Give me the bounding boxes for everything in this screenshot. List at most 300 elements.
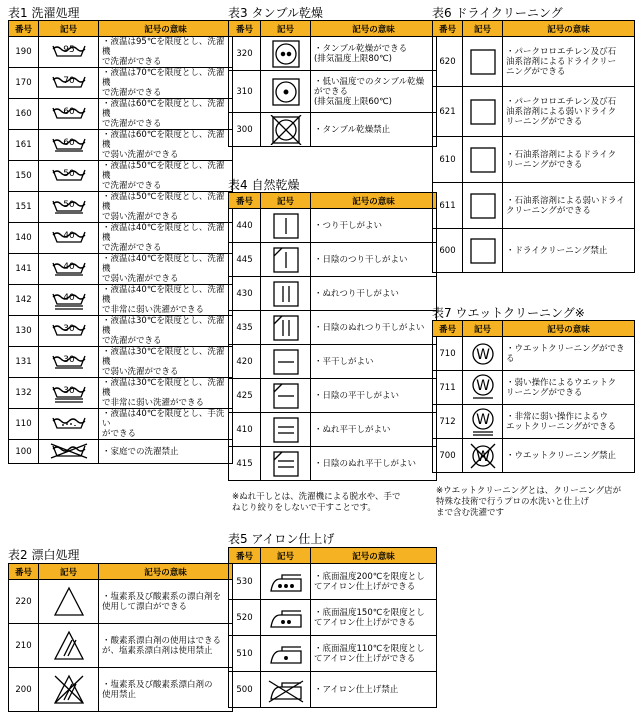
- table-row: [433, 137, 635, 183]
- meaning-line: ・石油系溶剤による弱いドライ: [506, 195, 625, 206]
- meaning-line: で弱い洗濯ができる: [102, 367, 179, 377]
- meaning-line: リーニングができる: [506, 387, 583, 398]
- meaning-line: ・日陰の平干しがよい: [314, 390, 400, 401]
- table-title: 表4 自然乾燥: [228, 178, 300, 192]
- code-number: 151: [9, 192, 39, 223]
- wet-flat-dry-icon: [264, 415, 308, 445]
- symbol-cell: [261, 113, 311, 147]
- meaning-line: 使用して漂白ができる: [102, 601, 188, 612]
- washtub-60-icon: [42, 104, 96, 124]
- care-symbol-table: [228, 20, 437, 147]
- meaning-cell: [311, 672, 437, 708]
- header-meaning: 記号の意味: [99, 564, 233, 580]
- table-header-row: [229, 548, 437, 564]
- code-number: 445: [229, 243, 261, 277]
- washtub-60-gentle-icon: [42, 135, 96, 155]
- svg-text:40: 40: [62, 293, 75, 303]
- meaning-line: リーニングができる: [506, 159, 583, 170]
- symbol-cell: [39, 440, 99, 464]
- table-title: 表7 ウエットクリーニング※: [432, 306, 585, 320]
- wet-clean-very-gentle-icon: [466, 407, 500, 437]
- footnote-line: まで含む洗濯です: [436, 508, 505, 518]
- meaning-line: (排気温度上限80℃): [314, 53, 392, 64]
- symbol-cell: [39, 624, 99, 668]
- meaning-cell: [311, 209, 437, 243]
- table-row: [9, 223, 233, 254]
- symbol-cell: [39, 254, 99, 285]
- code-number: 210: [9, 624, 39, 668]
- meaning-line: ・ウエットクリーニングができ: [506, 343, 625, 354]
- washtub-40-very-gentle-icon: [42, 290, 96, 310]
- meaning-cell: [99, 316, 233, 347]
- dry-clean-p-gentle-icon: [466, 92, 500, 132]
- table-row: [9, 624, 233, 668]
- meaning-cell: [99, 130, 233, 161]
- meaning-line: ・パークロロエチレン及び石: [506, 96, 617, 107]
- svg-text:W: W: [475, 377, 490, 394]
- do-not-bleach-icon: [42, 672, 96, 708]
- dry-clean-f-gentle-icon: [466, 186, 500, 226]
- table-row: [9, 347, 233, 378]
- meaning-line: ・液温は95℃を限度とし、洗濯機: [102, 37, 225, 57]
- symbol-cell: [39, 192, 99, 223]
- table-row: [229, 636, 437, 672]
- table-row: [229, 413, 437, 447]
- meaning-line: で洗濯ができる: [102, 336, 162, 346]
- tumble-dry-high-icon: [264, 39, 308, 69]
- care-symbol-table: [8, 20, 233, 464]
- table-row: [229, 113, 437, 147]
- meaning-cell: [99, 347, 233, 378]
- meaning-cell: [99, 580, 233, 624]
- meaning-line: で洗濯ができる: [102, 181, 162, 191]
- svg-text:W: W: [475, 411, 490, 428]
- symbol-cell: [463, 137, 503, 183]
- table-row: [229, 447, 437, 481]
- table-title: 表3 タンブル乾燥: [228, 6, 323, 20]
- code-number: 100: [9, 440, 39, 464]
- symbol-cell: [39, 316, 99, 347]
- code-number: 712: [433, 405, 463, 439]
- meaning-cell: [311, 113, 437, 147]
- meaning-cell: [99, 223, 233, 254]
- symbol-cell: [39, 378, 99, 409]
- meaning-line: ・日陰のぬれつり干しがよい: [314, 322, 425, 333]
- meaning-cell: [311, 564, 437, 600]
- header-symbol: 記号: [463, 321, 503, 337]
- meaning-cell: [99, 668, 233, 712]
- meaning-line: ・液温は40℃を限度とし、洗濯機: [102, 254, 225, 274]
- meaning-line: ・底面温度200℃を限度とし: [314, 571, 425, 582]
- code-number: 620: [433, 37, 463, 87]
- header-symbol: 記号: [39, 564, 99, 580]
- meaning-cell: [311, 413, 437, 447]
- code-number: 530: [229, 564, 261, 600]
- table-row: [433, 405, 635, 439]
- meaning-line: で弱い洗濯ができる: [102, 150, 179, 160]
- table-row: [229, 345, 437, 379]
- header-meaning: 記号の意味: [311, 548, 437, 564]
- meaning-line: ・液温は60℃を限度とし、洗濯機: [102, 130, 225, 150]
- header-number: 番号: [229, 548, 261, 564]
- header-number: 番号: [433, 21, 463, 37]
- meaning-cell: [311, 277, 437, 311]
- hand-wash-icon: [42, 414, 96, 434]
- svg-text:40: 40: [62, 262, 75, 272]
- symbol-cell: [261, 71, 311, 113]
- symbol-cell: [261, 413, 311, 447]
- header-meaning: 記号の意味: [503, 21, 635, 37]
- table-row: [9, 409, 233, 440]
- meaning-cell: [311, 636, 437, 672]
- symbol-cell: [463, 183, 503, 229]
- washtub-50-gentle-icon: [42, 197, 96, 217]
- svg-text:50: 50: [62, 200, 75, 210]
- meaning-line: が、塩素系漂白剤は使用禁止: [102, 645, 213, 656]
- footnote-line: 特殊な技術で行うプロの水洗いと仕上げ: [436, 497, 590, 507]
- meaning-line: ・非常に弱い操作によるウ: [506, 411, 609, 422]
- meaning-line: ・アイロン仕上げ禁止: [314, 684, 399, 695]
- meaning-line: で洗濯ができる: [102, 243, 162, 253]
- header-number: 番号: [229, 21, 261, 37]
- table-row: [9, 192, 233, 223]
- meaning-line: で非常に弱い洗濯ができる: [102, 398, 205, 408]
- do-not-wash-icon: [42, 442, 96, 462]
- symbol-cell: [261, 600, 311, 636]
- do-not-wet-clean-icon: [466, 441, 500, 471]
- meaning-line: クリーニングができる: [506, 205, 591, 216]
- table-row: [9, 37, 233, 68]
- meaning-line: ・タンブル乾燥禁止: [314, 124, 391, 135]
- footnote-line: ※ウエットクリーニングとは、クリーニング店が: [436, 486, 622, 496]
- meaning-line: で洗濯ができる: [102, 119, 162, 129]
- meaning-line: エットクリーニングができる: [506, 421, 616, 432]
- symbol-cell: [39, 161, 99, 192]
- table-title: 表1 洗濯処理: [8, 6, 80, 20]
- code-number: 160: [9, 99, 39, 130]
- meaning-cell: [311, 447, 437, 481]
- meaning-line: ・ぬれつり干しがよい: [314, 288, 399, 299]
- code-number: 130: [9, 316, 39, 347]
- symbol-cell: [463, 229, 503, 273]
- code-number: 140: [9, 223, 39, 254]
- meaning-line: ・液温は50℃を限度とし、洗濯機: [102, 161, 225, 181]
- symbol-cell: [463, 37, 503, 87]
- meaning-line: で弱い洗濯ができる: [102, 274, 179, 284]
- code-number: 220: [9, 580, 39, 624]
- meaning-line: ・酸素系漂白剤の使用はできる: [102, 635, 222, 646]
- svg-text:30: 30: [62, 386, 75, 396]
- svg-text:40: 40: [62, 231, 75, 241]
- table-row: [9, 161, 233, 192]
- wet-clean-gentle-icon: [466, 373, 500, 403]
- code-number: 700: [433, 439, 463, 473]
- meaning-line: ができる: [102, 429, 137, 439]
- table-header-row: [433, 21, 635, 37]
- meaning-line: ・底面温度150℃を限度とし: [314, 607, 425, 618]
- meaning-cell: [311, 379, 437, 413]
- care-symbol-table: [228, 192, 437, 481]
- header-symbol: 記号: [261, 193, 311, 209]
- table-row: [9, 440, 233, 464]
- table-row: [229, 600, 437, 636]
- code-number: 320: [229, 37, 261, 71]
- table-header-row: [9, 21, 233, 37]
- table-row: [433, 337, 635, 371]
- symbol-cell: [463, 439, 503, 473]
- meaning-line: ・液温は30℃を限度とし、洗濯機: [102, 347, 225, 367]
- table-footnote: [436, 486, 621, 519]
- symbol-cell: [261, 447, 311, 481]
- meaning-line: ・ぬれ平干しがよい: [314, 424, 391, 435]
- meaning-line: ・石油系溶剤によるドライク: [506, 149, 617, 160]
- code-number: 131: [9, 347, 39, 378]
- wet-flat-dry-shade-icon: [264, 449, 308, 479]
- meaning-cell: [503, 229, 635, 273]
- drip-dry-shade-icon: [264, 313, 308, 343]
- meaning-line: で非常に弱い洗濯ができる: [102, 305, 205, 315]
- meaning-line: で洗濯ができる: [102, 88, 162, 98]
- meaning-line: ・ドライクリーニング禁止: [506, 245, 608, 256]
- meaning-line: ・ウエットクリーニング禁止: [506, 450, 616, 461]
- drip-dry-icon: [264, 279, 308, 309]
- symbol-cell: [261, 37, 311, 71]
- meaning-line: (排気温度上限60℃): [314, 96, 392, 107]
- table-header-row: [9, 564, 233, 580]
- code-number: 170: [9, 68, 39, 99]
- table-row: [229, 672, 437, 708]
- svg-text:30: 30: [62, 355, 75, 365]
- code-number: 200: [9, 668, 39, 712]
- code-number: 510: [229, 636, 261, 672]
- meaning-line: ・液温は30℃を限度とし、洗濯機: [102, 378, 225, 398]
- flat-dry-shade-icon: [264, 381, 308, 411]
- dry-clean-p-icon: [466, 42, 500, 82]
- meaning-cell: [99, 99, 233, 130]
- code-number: 150: [9, 161, 39, 192]
- meaning-line: てアイロン仕上げができる: [314, 581, 416, 592]
- code-number: 190: [9, 37, 39, 68]
- iron-high-icon: [264, 566, 308, 598]
- symbol-cell: [261, 564, 311, 600]
- meaning-cell: [99, 254, 233, 285]
- code-number: 430: [229, 277, 261, 311]
- wet-clean-icon: [466, 339, 500, 369]
- code-number: 420: [229, 345, 261, 379]
- meaning-cell: [311, 600, 437, 636]
- header-symbol: 記号: [261, 548, 311, 564]
- table-row: [9, 580, 233, 624]
- header-meaning: 記号の意味: [503, 321, 635, 337]
- symbol-cell: [261, 379, 311, 413]
- header-number: 番号: [229, 193, 261, 209]
- washtub-30-icon: [42, 321, 96, 341]
- table-row: [433, 371, 635, 405]
- code-number: 161: [9, 130, 39, 161]
- table-header-row: [229, 193, 437, 209]
- code-number: 132: [9, 378, 39, 409]
- meaning-line: ができる: [314, 86, 349, 97]
- table-row: [9, 285, 233, 316]
- header-symbol: 記号: [261, 21, 311, 37]
- washtub-30-gentle-icon: [42, 352, 96, 372]
- symbol-cell: [261, 672, 311, 708]
- do-not-iron-icon: [264, 674, 308, 706]
- table-header-row: [433, 321, 635, 337]
- flat-dry-icon: [264, 347, 308, 377]
- table-row: [9, 68, 233, 99]
- meaning-cell: [503, 37, 635, 87]
- code-number: 415: [229, 447, 261, 481]
- code-number: 600: [433, 229, 463, 273]
- svg-text:70: 70: [62, 76, 75, 86]
- washtub-95-icon: [42, 42, 96, 62]
- meaning-cell: [503, 439, 635, 473]
- bleach-any-icon: [42, 584, 96, 620]
- header-meaning: 記号の意味: [311, 21, 437, 37]
- meaning-line: ・液温は40℃を限度とし、洗濯機: [102, 223, 225, 243]
- washtub-40-icon: [42, 228, 96, 248]
- table-row: [433, 183, 635, 229]
- meaning-line: てアイロン仕上げができる: [314, 617, 416, 628]
- header-meaning: 記号の意味: [311, 193, 437, 209]
- code-number: 711: [433, 371, 463, 405]
- meaning-cell: [99, 68, 233, 99]
- meaning-line: ・塩素系及び酸素系の漂白剤を: [102, 591, 222, 602]
- code-number: 435: [229, 311, 261, 345]
- table-header-row: [229, 21, 437, 37]
- meaning-line: ・日陰のつり干しがよい: [314, 254, 408, 265]
- table-row: [9, 668, 233, 712]
- table-title: 表5 アイロン仕上げ: [228, 532, 335, 546]
- meaning-cell: [99, 192, 233, 223]
- meaning-line: リーニングができる: [506, 116, 583, 127]
- washtub-40-gentle-icon: [42, 259, 96, 279]
- meaning-cell: [503, 183, 635, 229]
- iron-low-icon: [264, 638, 308, 670]
- meaning-line: ・塩素系及び酸素系漂白剤の: [102, 679, 213, 690]
- table-row: [229, 243, 437, 277]
- table-row: [229, 311, 437, 345]
- table-row: [229, 564, 437, 600]
- code-number: 142: [9, 285, 39, 316]
- footnote-line: ねじり絞りをしないで干すことです。: [232, 503, 376, 513]
- line-dry-icon: [264, 211, 308, 241]
- header-meaning: 記号の意味: [99, 21, 233, 37]
- symbol-cell: [39, 130, 99, 161]
- svg-text:60: 60: [62, 107, 75, 117]
- meaning-cell: [311, 345, 437, 379]
- symbol-cell: [463, 371, 503, 405]
- header-number: 番号: [433, 321, 463, 337]
- meaning-line: ・液温は30℃を限度とし、洗濯機: [102, 316, 225, 336]
- washtub-50-icon: [42, 166, 96, 186]
- meaning-cell: [311, 243, 437, 277]
- symbol-cell: [261, 243, 311, 277]
- code-number: 520: [229, 600, 261, 636]
- meaning-line: ・低い温度でのタンブル乾燥: [314, 76, 425, 87]
- header-number: 番号: [9, 21, 39, 37]
- meaning-line: 油系溶剤による弱いドライク: [506, 106, 617, 117]
- meaning-line: ・日陰のぬれ平干しがよい: [314, 458, 417, 469]
- meaning-line: で洗濯ができる: [102, 57, 162, 67]
- symbol-cell: [463, 405, 503, 439]
- meaning-line: ・タンブル乾燥ができる: [314, 43, 408, 54]
- meaning-line: ・パークロロエチレン及び石: [506, 46, 617, 57]
- table-row: [433, 87, 635, 137]
- meaning-cell: [503, 405, 635, 439]
- symbol-cell: [39, 99, 99, 130]
- table-row: [9, 254, 233, 285]
- meaning-line: 使用禁止: [102, 689, 137, 700]
- meaning-line: ・液温は60℃を限度とし、洗濯機: [102, 99, 225, 119]
- symbol-cell: [39, 668, 99, 712]
- table-row: [9, 378, 233, 409]
- washtub-70-icon: [42, 73, 96, 93]
- table-row: [229, 379, 437, 413]
- meaning-cell: [311, 71, 437, 113]
- header-number: 番号: [9, 564, 39, 580]
- table-row: [229, 71, 437, 113]
- symbol-cell: [39, 580, 99, 624]
- symbol-cell: [39, 409, 99, 440]
- meaning-line: ・液温は70℃を限度とし、洗濯機: [102, 68, 225, 88]
- svg-text:60: 60: [62, 138, 75, 148]
- code-number: 410: [229, 413, 261, 447]
- symbol-cell: [463, 337, 503, 371]
- symbol-cell: [39, 68, 99, 99]
- header-symbol: 記号: [39, 21, 99, 37]
- table-row: [229, 37, 437, 71]
- table-title: 表2 漂白処理: [8, 548, 80, 562]
- symbol-cell: [261, 636, 311, 672]
- do-not-tumble-dry-icon: [264, 115, 308, 145]
- symbol-cell: [39, 223, 99, 254]
- table-row: [433, 439, 635, 473]
- meaning-line: る: [506, 353, 515, 364]
- care-symbol-table: [432, 20, 635, 273]
- meaning-cell: [99, 161, 233, 192]
- symbol-cell: [39, 37, 99, 68]
- svg-text:95: 95: [62, 45, 75, 55]
- symbol-cell: [261, 277, 311, 311]
- meaning-line: ・液温は40℃を限度とし、手洗い: [102, 409, 225, 429]
- code-number: 300: [229, 113, 261, 147]
- svg-text:W: W: [475, 448, 490, 465]
- svg-text:30: 30: [62, 324, 75, 334]
- meaning-line: ・平干しがよい: [314, 356, 374, 367]
- symbol-cell: [261, 311, 311, 345]
- care-symbol-table: [8, 563, 233, 712]
- care-symbol-table: [432, 320, 635, 473]
- meaning-cell: [99, 285, 233, 316]
- meaning-line: ・つり干しがよい: [314, 220, 383, 231]
- meaning-line: ニングができる: [506, 66, 566, 77]
- meaning-line: ・液温は50℃を限度とし、洗濯機: [102, 192, 225, 212]
- meaning-cell: [311, 311, 437, 345]
- header-symbol: 記号: [463, 21, 503, 37]
- meaning-line: ・底面温度110℃を限度とし: [314, 643, 425, 654]
- meaning-cell: [99, 37, 233, 68]
- symbol-cell: [463, 87, 503, 137]
- svg-text:W: W: [475, 346, 490, 363]
- symbol-cell: [39, 347, 99, 378]
- washtub-30-very-gentle-icon: [42, 383, 96, 403]
- do-not-dry-clean-icon: [466, 231, 500, 271]
- tumble-dry-low-icon: [264, 74, 308, 110]
- meaning-cell: [99, 624, 233, 668]
- meaning-line: ・液温は40℃を限度とし、洗濯機: [102, 285, 225, 305]
